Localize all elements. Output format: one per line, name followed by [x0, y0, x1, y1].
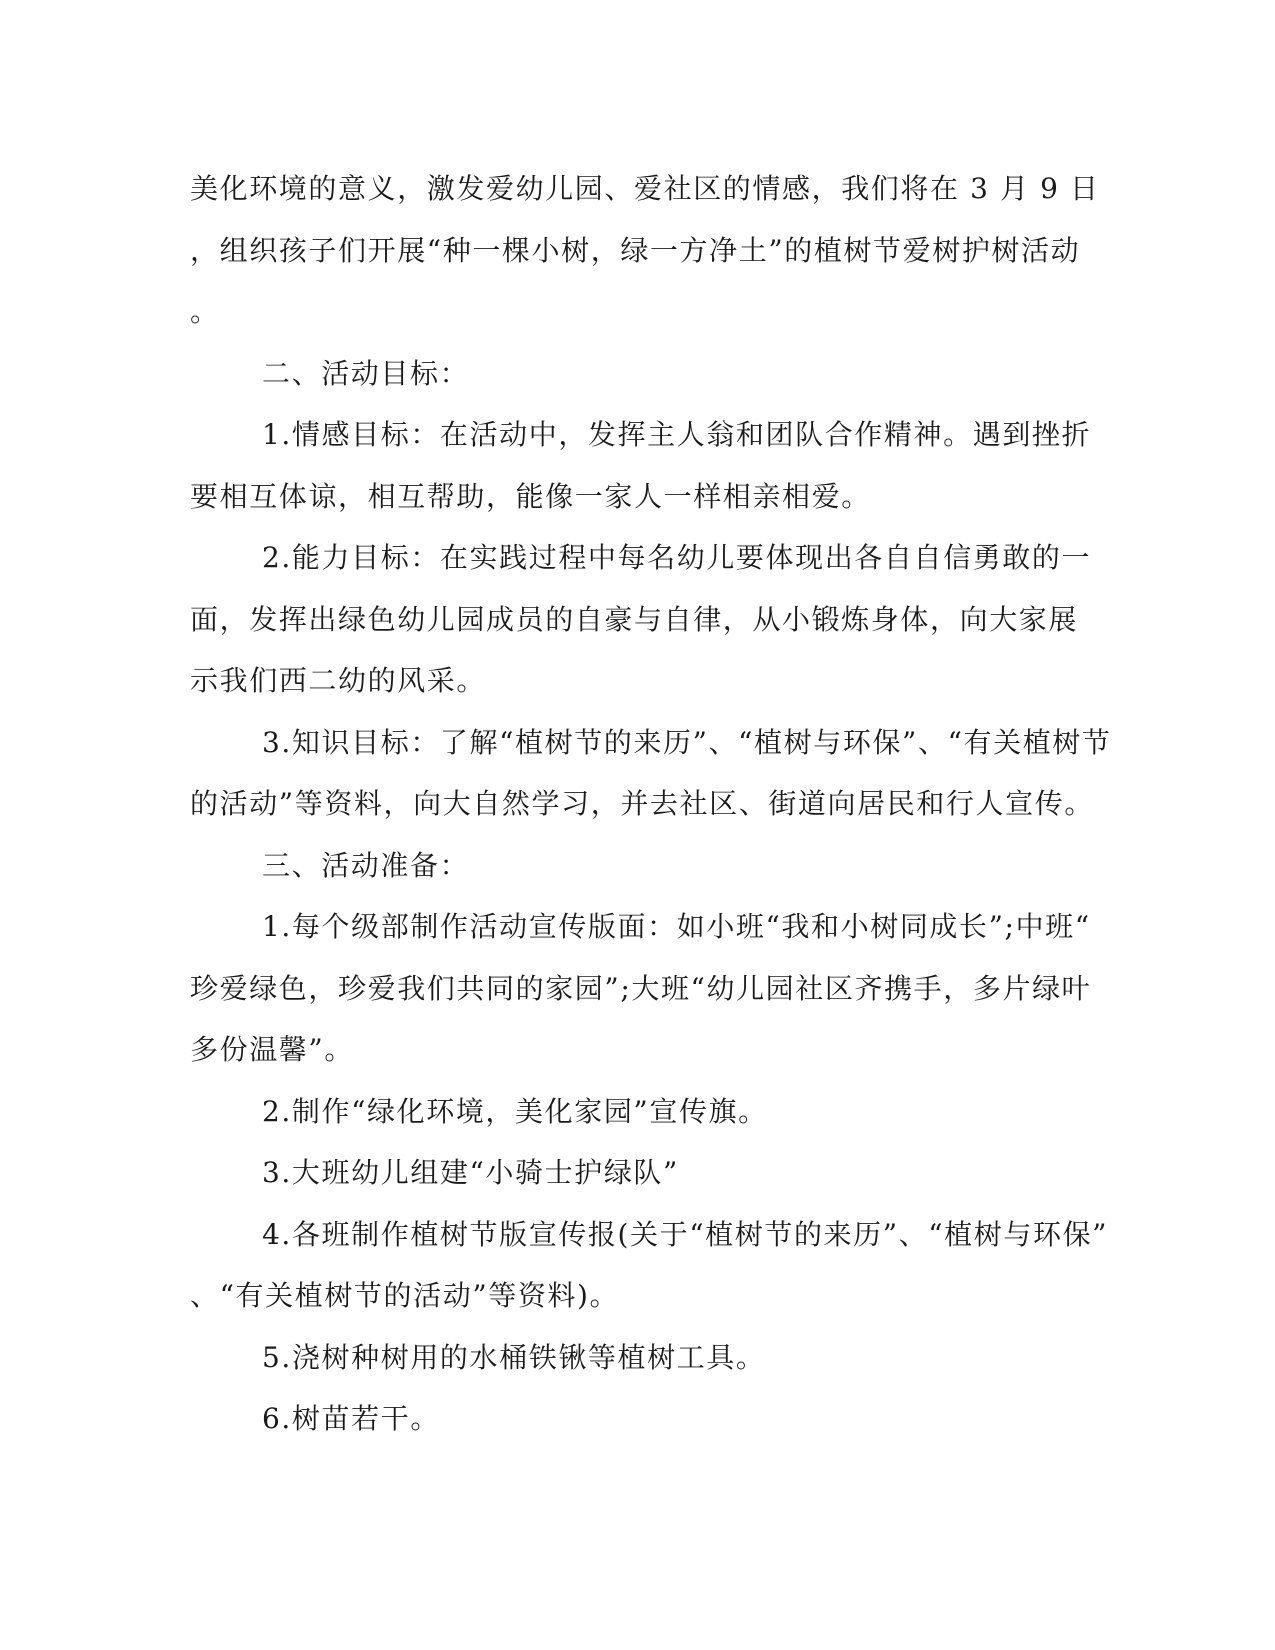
- text-line-15: 多份温馨”。: [190, 1033, 354, 1066]
- text-line-3: 。: [190, 295, 220, 328]
- section-heading-preparation: 三、活动准备：: [262, 848, 470, 882]
- text-line-8: 面，发挥出绿色幼儿园成员的自豪与自律，从小锻炼身体，向大家展: [190, 602, 1079, 636]
- text-line-20: 5.浇树种树用的水桶铁锹等植树工具。: [262, 1340, 766, 1374]
- text-line-7: 2.能力目标：在实践过程中每名幼儿要体现出各自自信勇敢的一: [262, 541, 1092, 574]
- text-line-11: 的活动”等资料，向大自然学习，并去社区、街道向居民和行人宣传。: [190, 787, 1094, 820]
- text-line-13: 1.每个级部制作活动宣传版面：如小班“我和小树同成长”;中班“: [262, 910, 1091, 943]
- text-line-19: 、“有关植树节的活动”等资料)。: [190, 1279, 620, 1312]
- text-line-17: 3.大班幼儿组建“小骑士护绿队”: [262, 1156, 679, 1189]
- text-line-5: 1.情感目标：在活动中，发挥主人翁和团队合作精神。遇到挫折: [262, 418, 1092, 451]
- text-line-16: 2.制作“绿化环境，美化家园”宣传旗。: [262, 1094, 768, 1128]
- text-line-1: 美化环境的意义，激发爱幼儿园、爱社区的情感，我们将在 3 月 9 日: [190, 172, 1100, 205]
- text-line-18: 4.各班制作植树节版宣传报(关于“植树节的来历”、“植树与环保”: [262, 1217, 1109, 1251]
- text-line-2: ，组织孩子们开展“种一棵小树，绿一方净土”的植树节爱树护树活动: [190, 233, 1081, 267]
- section-heading-goals: 二、活动目标：: [262, 356, 470, 390]
- text-line-21: 6.树苗若干。: [262, 1402, 440, 1435]
- text-line-14: 珍爱绿色，珍爱我们共同的家园”;大班“幼儿园社区齐携手，多片绿叶: [190, 971, 1092, 1005]
- document-body: [190, 158, 1112, 1450]
- text-line-6: 要相互体谅，相互帮助，能像一家人一样相亲相爱。: [190, 479, 871, 513]
- text-line-10: 3.知识目标：了解“植树节的来历”、“植树与环保”、“有关植树节: [262, 725, 1112, 759]
- text-line-9: 示我们西二幼的风采。: [190, 664, 487, 697]
